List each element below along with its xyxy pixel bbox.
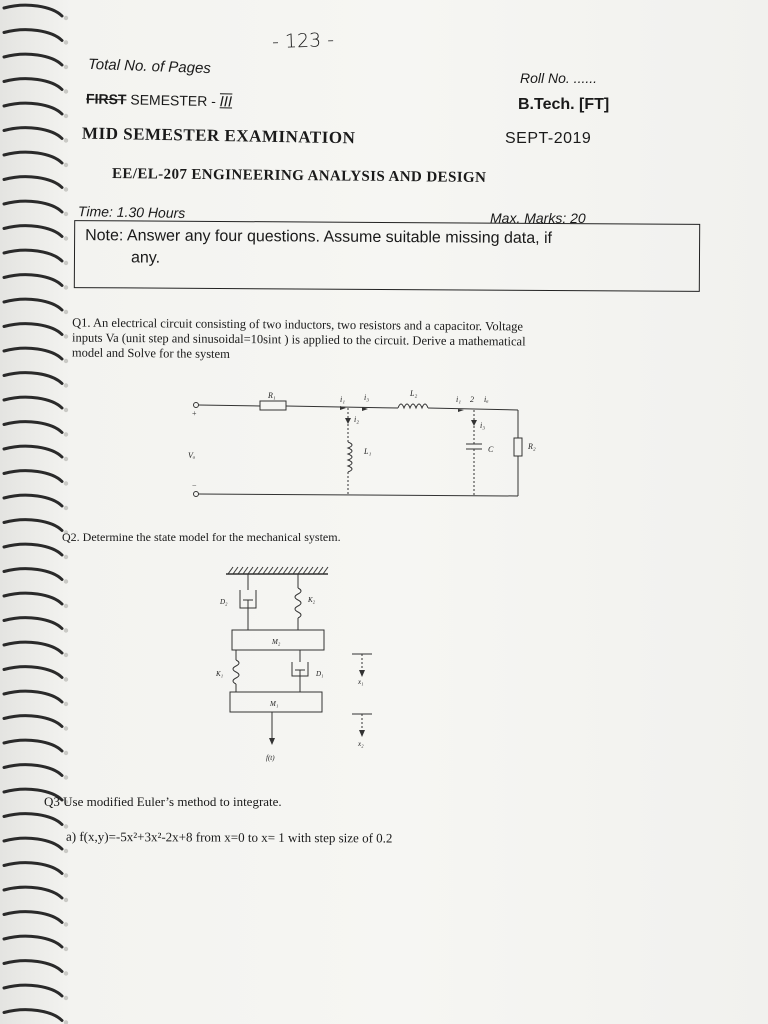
q1-line-2: inputs Va (unit step and sinusoidal=10sint ) is applied to the circuit. Derive a mathematical (71, 330, 526, 349)
mechanical-diagram (200, 564, 400, 764)
spiral-ring (4, 54, 62, 65)
spiral-ring (4, 863, 62, 874)
label-k2: K₂ (308, 596, 316, 604)
label-m1: M₁ (270, 700, 279, 708)
punch-hole (64, 163, 68, 167)
punch-hole (64, 285, 68, 289)
semester-struck: FIRST (85, 90, 127, 108)
label-r1: R₁ (268, 391, 276, 400)
punch-hole (64, 775, 68, 779)
punch-hole (64, 408, 68, 412)
question-2: Q2. Determine the state model for the mechanical system. (62, 530, 341, 544)
punch-hole (64, 138, 68, 142)
course-title: EE/EL-207 ENGINEERING ANALYSIS AND DESIGN (111, 166, 487, 186)
punch-hole (64, 873, 68, 877)
question-1 (72, 316, 632, 366)
punch-hole (64, 947, 68, 951)
roll-no-label: Roll No. ...... (520, 70, 598, 86)
spiral-ring (4, 618, 62, 629)
spiral-ring (4, 422, 62, 433)
punch-hole (64, 702, 68, 706)
program-label: B.Tech. [FT] (518, 96, 610, 113)
label-l2: L₂ (410, 389, 418, 398)
total-pages-label: Total No. of Pages (87, 55, 212, 78)
note-text (85, 225, 691, 273)
spiral-ring (4, 838, 62, 849)
spiral-ring (4, 740, 62, 751)
spiral-ring (4, 79, 62, 90)
spiral-ring (4, 912, 62, 923)
label-c: C (488, 445, 494, 454)
spiral-ring (4, 936, 62, 947)
spiral-ring (4, 716, 62, 727)
semester-value: III (219, 94, 233, 111)
page-number: - 123 - (271, 28, 335, 54)
spiral-ring (4, 103, 62, 114)
label-d1: D₁ (316, 670, 324, 678)
spiral-ring (4, 324, 62, 335)
spiral-ring (4, 520, 62, 531)
note-line-1: Note: Answer any four questions. Assume suitable missing data, if (85, 227, 553, 248)
spiral-ring (4, 299, 62, 310)
spiral-ring (4, 544, 62, 555)
punch-hole (64, 971, 68, 975)
svg-text:+: + (192, 409, 197, 418)
time-label: Time: 1.30 Hours (77, 203, 186, 221)
punch-hole (64, 849, 68, 853)
spiral-ring (4, 765, 62, 776)
spiral-ring (4, 691, 62, 702)
label-d2: D₂ (220, 598, 228, 606)
svg-text:−: − (192, 481, 197, 490)
punch-hole (64, 922, 68, 926)
punch-hole (64, 555, 68, 559)
spiral-ring (4, 348, 62, 359)
max-marks-label: Max. Marks: 20 (490, 210, 586, 226)
spiral-binding (0, 0, 78, 1024)
punch-hole (64, 16, 68, 20)
punch-hole (64, 212, 68, 216)
label-x2: x₂ (358, 740, 364, 748)
circuit-diagram (180, 384, 550, 508)
label-k1: K₁ (216, 670, 224, 678)
punch-hole (64, 261, 68, 265)
punch-hole (64, 432, 68, 436)
label-i3b: i₃ (480, 421, 486, 430)
punch-hole (64, 89, 68, 93)
label-r2: R₂ (528, 442, 536, 451)
note-box (74, 220, 700, 292)
spiral-ring (4, 5, 62, 16)
exam-title: MID SEMESTER EXAMINATION (81, 123, 356, 148)
spiral-ring (4, 667, 62, 678)
semester-label: SEMESTER - (130, 91, 220, 110)
spiral-ring (4, 30, 62, 41)
punch-hole (64, 334, 68, 338)
punch-hole (64, 653, 68, 657)
semester-line (86, 90, 233, 110)
punch-hole (64, 114, 68, 118)
label-i1a: i₁ (340, 395, 346, 404)
punch-hole (64, 604, 68, 608)
punch-hole (64, 310, 68, 314)
punch-hole (64, 506, 68, 510)
spiral-ring (4, 814, 62, 825)
punch-hole (64, 40, 68, 44)
spiral-ring (4, 1010, 62, 1021)
spiral-ring (4, 373, 62, 384)
spiral-ring (4, 642, 62, 653)
spiral-ring (4, 593, 62, 604)
punch-hole (64, 481, 68, 485)
spiral-ring (4, 495, 62, 506)
punch-hole (64, 628, 68, 632)
note-line-2: any. (130, 249, 161, 267)
spiral-ring (4, 275, 62, 286)
spiral-ring (4, 397, 62, 408)
spiral-ring (4, 446, 62, 457)
spiral-ring (4, 201, 62, 212)
spiral-ring (4, 226, 62, 237)
punch-hole (64, 579, 68, 583)
punch-hole (64, 1020, 68, 1024)
punch-hole (64, 751, 68, 755)
exam-date: SEPT-2019 (505, 130, 592, 147)
spiral-ring (4, 471, 62, 482)
label-l1: L₁ (364, 447, 372, 456)
label-force: f(t) (266, 754, 275, 762)
spiral-ring (4, 569, 62, 580)
spiral-ring (4, 887, 62, 898)
punch-hole (64, 996, 68, 1000)
label-m2: M₂ (272, 638, 281, 646)
punch-hole (64, 65, 68, 69)
punch-hole (64, 236, 68, 240)
label-va: Vₐ (188, 451, 196, 460)
q1-line-3: model and Solve for the system (71, 345, 230, 361)
punch-hole (64, 677, 68, 681)
label-i2: i₂ (354, 415, 360, 424)
question-3-part-a: a) f(x,y)=-5x²+3x²-2x+8 from x=0 to x= 1 with step size of 0.2 (65, 828, 393, 846)
spiral-ring (4, 250, 62, 261)
question-3: Q3 Use modified Euler’s method to integrate. (44, 794, 282, 809)
spiral-ring (4, 961, 62, 972)
label-i1b: i₁ (456, 395, 462, 404)
punch-hole (64, 187, 68, 191)
spiral-ring (4, 177, 62, 188)
label-node2: 2 (470, 395, 474, 404)
spiral-ring (4, 128, 62, 139)
q1-line-1: Q1. An electrical circuit consisting of two inductors, two resistors and a capacitor. Voltage (72, 315, 524, 334)
spiral-ring (4, 985, 62, 996)
punch-hole (64, 457, 68, 461)
punch-hole (64, 359, 68, 363)
punch-hole (64, 383, 68, 387)
punch-hole (64, 726, 68, 730)
punch-hole (64, 898, 68, 902)
label-i3a: i₃ (364, 393, 370, 402)
spiral-ring (4, 152, 62, 163)
label-x1: x₁ (358, 678, 364, 686)
label-i4: iₐ (484, 395, 489, 404)
